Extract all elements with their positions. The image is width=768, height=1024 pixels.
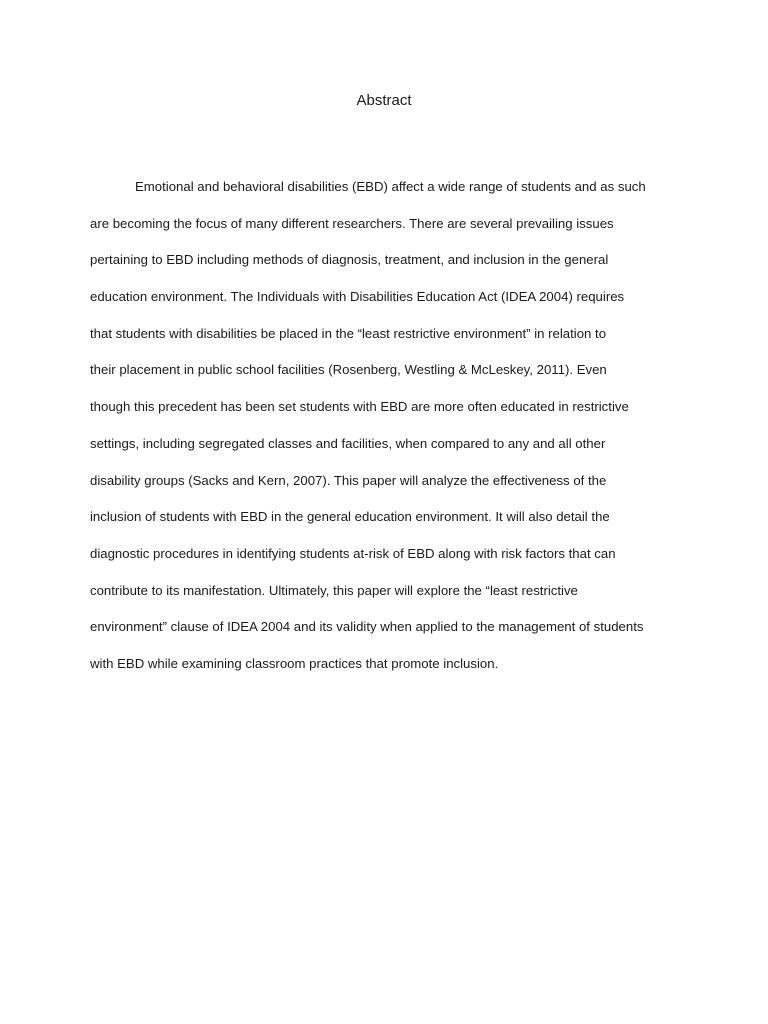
paragraph-line: diagnostic procedures in identifying students at-risk of EBD along with risk factors that can bbox=[90, 545, 616, 561]
paragraph-line: Emotional and behavioral disabilities (EBD) affect a wide range of students and as such bbox=[135, 179, 646, 194]
paragraph-line: education environment. The Individuals with Disabilities Education Act (IDEA 2004) requires bbox=[90, 289, 625, 305]
paragraph-line: inclusion of students with EBD in the general education environment. It will also detail the bbox=[90, 509, 610, 525]
paragraph-line: are becoming the focus of many different researchers. There are several prevailing issues bbox=[90, 215, 614, 231]
paragraph-line: environment” clause of IDEA 2004 and its validity when applied to the management of students bbox=[90, 619, 644, 635]
paragraph-line: disability groups (Sacks and Kern, 2007). This paper will analyze the effectiveness of the bbox=[90, 472, 607, 488]
page-title: Abstract bbox=[356, 92, 412, 109]
paragraph-line: their placement in public school facilities (Rosenberg, Westling & McLeskey, 2011). Even bbox=[90, 362, 607, 378]
paragraph-line: contribute to its manifestation. Ultimately, this paper will explore the “least restrictive bbox=[90, 582, 578, 598]
paragraph-line: though this precedent has been set students with EBD are more often educated in restrictive bbox=[90, 399, 629, 415]
paragraph-line: that students with disabilities be placed in the “least restrictive environment” in relation to bbox=[90, 325, 607, 341]
paragraph-line: pertaining to EBD including methods of diagnosis, treatment, and inclusion in the general bbox=[90, 252, 609, 268]
paragraph-line: with EBD while examining classroom practices that promote inclusion. bbox=[90, 655, 499, 671]
abstract-paragraph bbox=[90, 174, 690, 688]
paragraph-line: settings, including segregated classes and facilities, when compared to any and all other bbox=[90, 435, 606, 451]
